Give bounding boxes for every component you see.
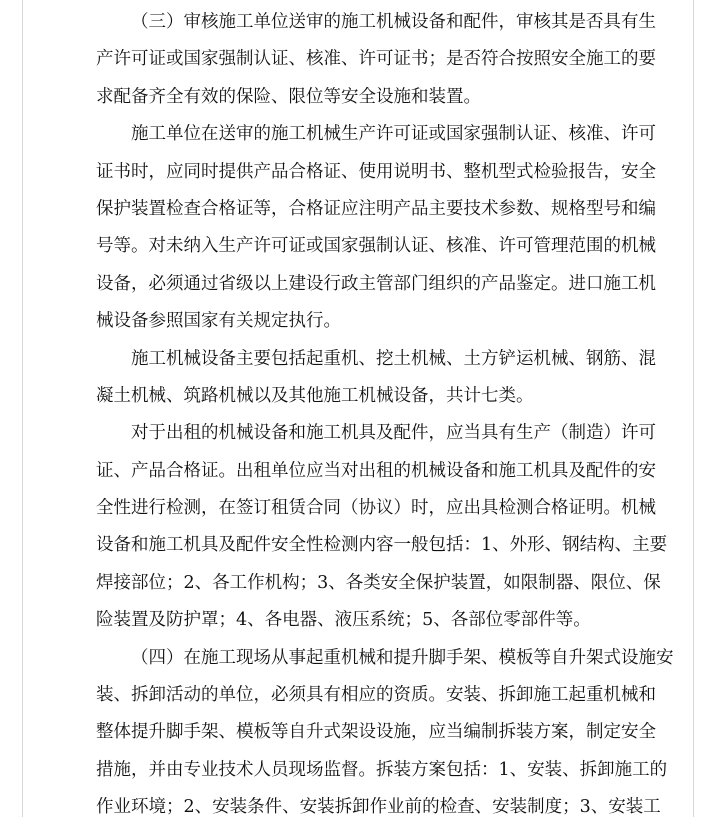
text-line: 施工机械设备主要包括起重机、挖土机械、土方铲运机械、钢筋、混 (131, 348, 656, 369)
text-line: 保护装置检查合格证等，合格证应注明产品主要技术参数、规格型号和编 (96, 198, 656, 219)
text-line: 焊接部位；2、各工作机构；3、各类安全保护装置，如限制器、限位、保 (96, 572, 661, 593)
text-line: 证、产品合格证。出租单位应当对出租的机械设备和施工机具及配件的安 (96, 460, 656, 481)
text-line: 作业环境；2、安装条件、安装拆卸作业前的检查、安装制度；3、安装工 (96, 797, 661, 818)
paragraph-rental-equipment (96, 415, 668, 639)
text-line: 措施，并由专业技术人员现场监督。拆装方案包括：1、安装、拆卸施工的 (96, 759, 668, 780)
text-line: 号等。对未纳入生产许可证或国家强制认证、核准、许可管理范围的机械 (96, 236, 656, 257)
document-body (96, 4, 674, 827)
paragraph-review-equipment (96, 4, 656, 116)
text-line: 设备，必须通过省级以上建设行政主管部门组织的产品鉴定。进口施工机 (96, 273, 656, 294)
paragraph-certificates (96, 116, 656, 340)
text-line: 求配备齐全有效的保险、限位等安全设施和装置。 (96, 86, 481, 107)
text-line: 凝土机械、筑路机械以及其他施工机械设备，共计七类。 (96, 385, 534, 406)
text-line: 对于出租的机械设备和施工机具及配件，应当具有生产（制造）许可 (131, 423, 656, 444)
text-line: 整体提升脚手架、模板等自升式架设设施，应当编制拆装方案，制定安全 (96, 722, 656, 743)
left-margin-rule (22, 0, 23, 817)
text-line: （四）在施工现场从事起重机械和提升脚手架、模板等自升架式设施安 (131, 647, 674, 668)
right-margin-rule (693, 0, 694, 817)
paragraph-installation-qualification (96, 640, 674, 827)
text-line: 施工单位在送审的施工机械生产许可证或国家强制认证、核准、许可 (131, 124, 656, 145)
text-line: 装、拆卸活动的单位，必须具有相应的资质。安装、拆卸施工起重机械和 (96, 685, 656, 706)
text-line: （三）审核施工单位送审的施工机械设备和配件，审核其是否具有生 (131, 12, 656, 32)
text-line: 全性进行检测，在签订租赁合同（协议）时，应出具检测合格证明。机械 (96, 498, 656, 519)
text-line: 产许可证或国家强制认证、核准、许可证书；是否符合按照安全施工的要 (96, 49, 656, 70)
text-line: 械设备参照国家有关规定执行。 (96, 311, 341, 332)
text-line: 设备和施工机具及配件安全性检测内容一般包括：1、外形、钢结构、主要 (96, 535, 668, 556)
paragraph-equipment-types (96, 341, 656, 416)
text-line: 证书时，应同时提供产品合格证、使用说明书、整机型式检验报告，安全 (96, 161, 656, 182)
text-line: 险装置及防护罩；4、各电器、液压系统；5、各部位零部件等。 (96, 610, 591, 631)
